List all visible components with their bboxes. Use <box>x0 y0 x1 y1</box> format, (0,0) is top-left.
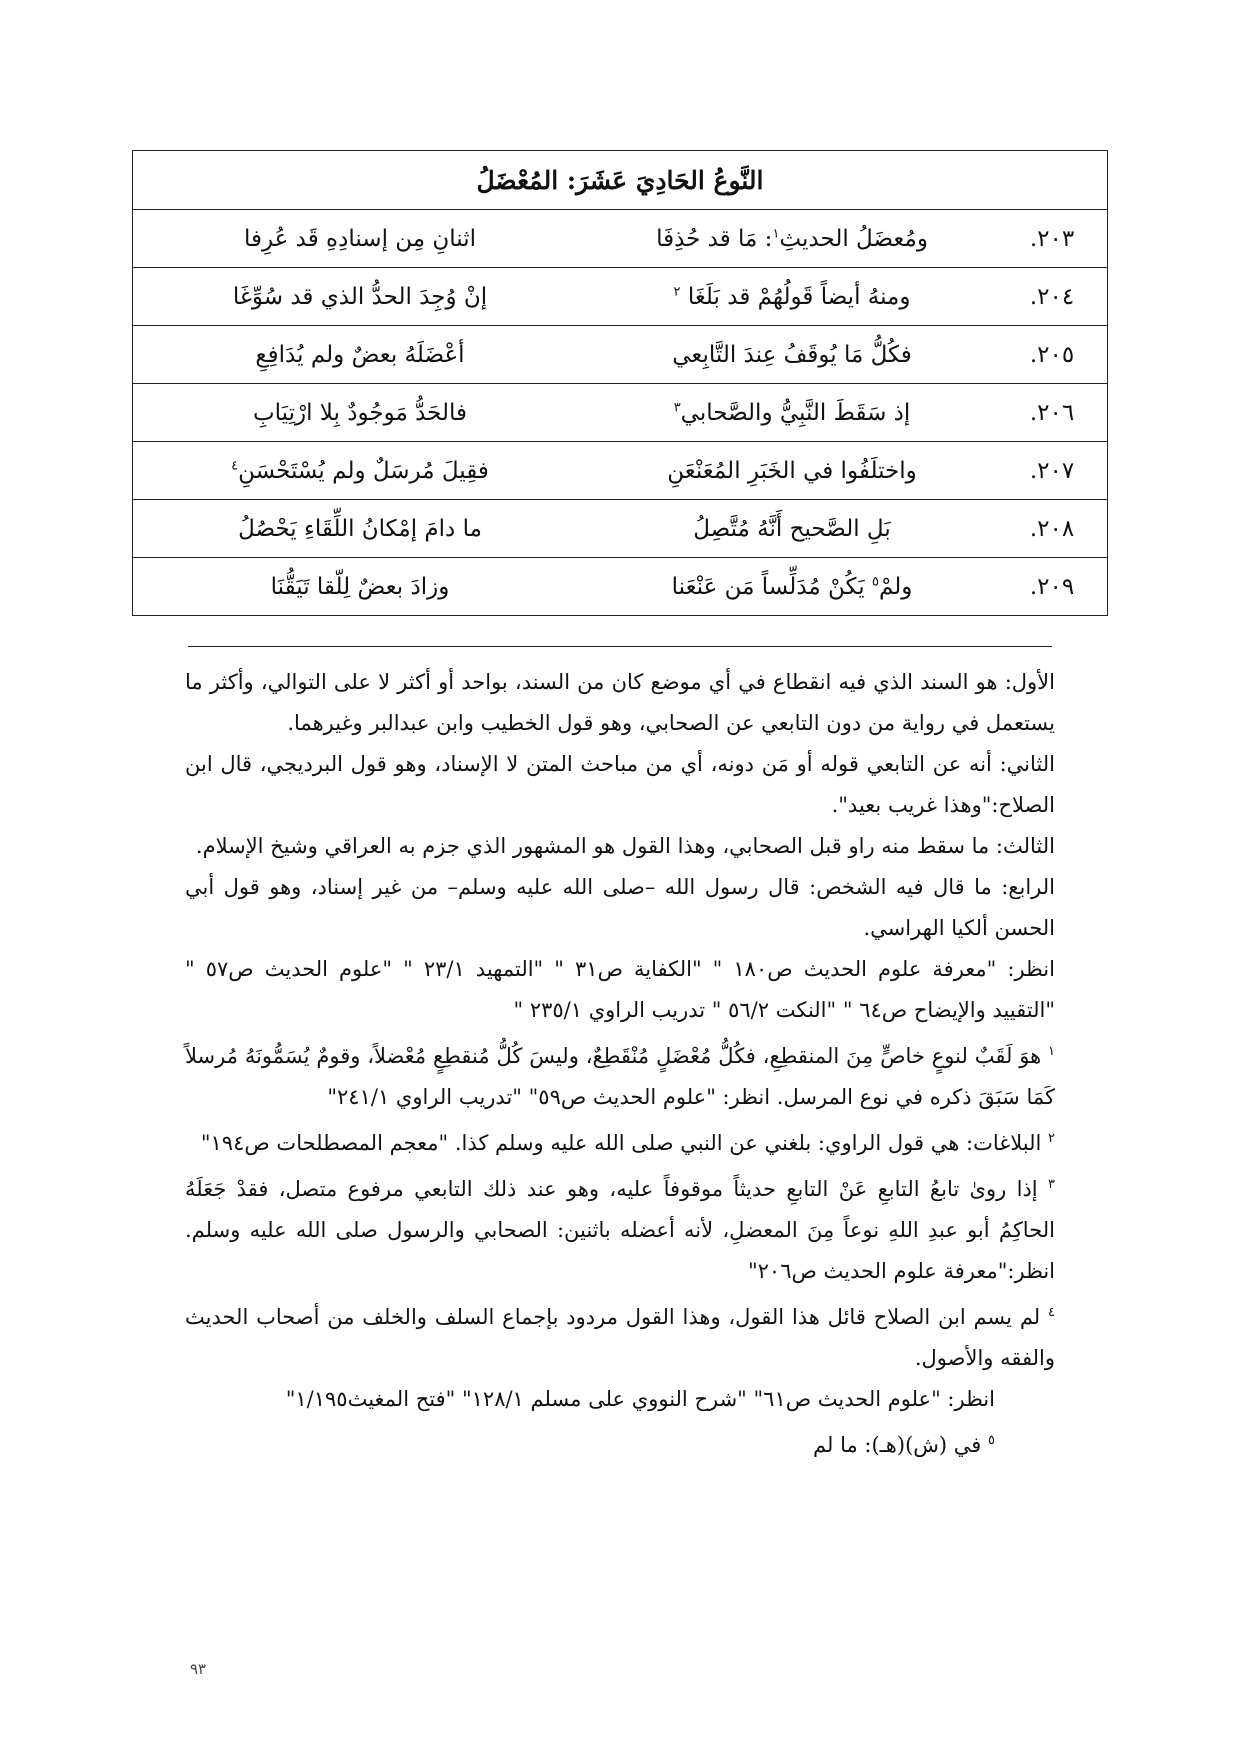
footnote-2: $^٢$ البلاغات: هي قول الراوي: بلغني عن النبي صلى الله عليه وسلم كذا. "معجم المصطلحات ص١٩٤" <box>200 1131 1055 1155</box>
verse-number: ٢٠٣. <box>997 210 1108 268</box>
verse-number: ٢٠٥. <box>997 326 1108 384</box>
second-hemistich: وزادَ بعضٌ لِلّقا تَيَقُّنَا <box>133 558 588 616</box>
verse-row <box>133 326 1108 384</box>
second-hemistich: أعْضَلَهُ بعضٌ ولم يُدَافِعِ <box>133 326 588 384</box>
second-hemistich: ما دامَ إمْكانُ اللِّقَاءِ يَحْصُلُ <box>133 500 588 558</box>
footnote-separator <box>188 646 1052 647</box>
first-hemistich: ومُعضَلُ الحديثِ$^١$: مَا قد حُذِفَا <box>587 210 997 268</box>
footnote-marker: ١ <box>772 225 780 241</box>
chapter-title: النَّوعُ الحَادِيَ عَشَرَ: المُعْضَلُ <box>133 151 1108 210</box>
poem-table <box>132 150 1108 616</box>
footnote-marker: ٤ <box>231 457 239 473</box>
first-hemistich: ومنهُ أيضاً قَولُهُمْ قد بَلَغَا $^٢$ <box>587 268 997 326</box>
verse-number: ٢٠٩. <box>997 558 1108 616</box>
verse-row <box>133 210 1108 268</box>
first-hemistich: بَلِ الصَّحيح أَنَّهُ مُتَّصِلُ <box>587 500 997 558</box>
first-hemistich: واختلَفُوا في الخَبَرِ المُعَنْعَنِ <box>587 442 997 500</box>
verse-row <box>133 442 1108 500</box>
footnote-marker: ٣ <box>673 399 681 415</box>
page-number: ٩٣ <box>190 1660 207 1678</box>
note-paragraph: الأول: هو السند الذي فيه انقطاع في أي موضع كان من السند، بواحد أو أكثر لا على التوالي، وأكثر ما يستعمل في رواية من دون التابعي عن الصحابي، وهو قول الخطيب وابن عبدالبر وغيرهما. <box>185 670 1055 735</box>
note-paragraph: الثالث: ما سقط منه راو قبل الصحابي، وهذا القول هو المشهور الذي جزم به العراقي وشيخ الإسلام. <box>195 834 1055 858</box>
footnote-5: $^٥$ في (ش)(هـ): ما لم <box>813 1433 995 1457</box>
verse-row <box>133 268 1108 326</box>
note-paragraph: الرابع: ما قال فيه الشخص: قال رسول الله –صلى الله عليه وسلم– من غير إسناد، وهو قول أبي الحسن ألكيا الهراسي. <box>185 875 1055 940</box>
footnote-4: $^٤$ لم يسم ابن الصلاح قائل هذا القول، وهذا القول مردود بإجماع السلف والخلف من أصحاب الحديث والفقه والأصول. <box>185 1305 1055 1370</box>
footnote-marker: ٢ <box>673 283 681 299</box>
footnote-marker: ٥ <box>871 573 879 589</box>
first-hemistich: ولمْ$^٥$ يَكُنْ مُدَلِّساً مَن عَنْعَنا <box>587 558 997 616</box>
verse-row <box>133 500 1108 558</box>
verse-number: ٢٠٦. <box>997 384 1108 442</box>
verse-number: ٢٠٨. <box>997 500 1108 558</box>
verse-row <box>133 558 1108 616</box>
verse-row <box>133 384 1108 442</box>
second-hemistich: إنْ وُجِدَ الحدُّ الذي قد سُوِّغَا <box>133 268 588 326</box>
footnote-3: $^٣$ إذا روىٰ تابعُ التابعِ عَنْ التابعِ حديثاً موقوفاً عليه، وهو عند ذلك التابعي مرفوع متصل، فقدْ جَعَلَهُ الحاكِمُ أبو عبدِ اللهِ نوعاً مِنَ المعضلِ، لأنه أعضله باثنين: الصحابي والرسول صلى الله عليه وسلم. انظر:"معرفة علوم الحديث ص٢٠٦" <box>185 1177 1055 1283</box>
verse-number: ٢٠٧. <box>997 442 1108 500</box>
footnote-4-reference: انظر: "علوم الحديث ص٦١" "شرح النووي على مسلم ١٢٨/١" "فتح المغيث١/١٩٥" <box>285 1387 995 1411</box>
verse-number: ٢٠٤. <box>997 268 1108 326</box>
first-hemistich: فكُلُّ مَا يُوقَفُ عِندَ التَّابِعي <box>587 326 997 384</box>
second-hemistich: فالحَدُّ مَوجُودٌ بِلا ارْتِيَابِ <box>133 384 588 442</box>
footnotes <box>185 662 1055 1466</box>
note-paragraph: الثاني: أنه عن التابعي قوله أو مَن دونه، أي من مباحث المتن لا الإسناد، وهو قول البرديجي، قال ابن الصلاح:"وهذا غريب بعيد". <box>185 752 1055 817</box>
second-hemistich: فقِيلَ مُرسَلٌ ولم يُسْتَحْسَنِ$^٤$ <box>133 442 588 500</box>
footnote-1: $^١$ هوَ لَقَبٌ لنوعٍ خاصٍّ مِنَ المنقطِعِ، فكُلُّ مُعْضَلٍ مُنْقَطِعٌ، وليسَ كُلُّ مُنقطِعٍ مُعْضلاً، وقومٌ يُسَمُّونَهُ مُرسلاً كَمَا سَبَقَ ذكره في نوع المرسل. انظر: "علوم الحديث ص٥٩" "تدريب الراوي ٢٤١/١" <box>185 1044 1055 1109</box>
first-hemistich: إذ سَقَطَ النَّبِيُّ والصَّحابي$^٣$ <box>587 384 997 442</box>
second-hemistich: اثنانِ مِن إسنادِهِ قَد عُرِفا <box>133 210 588 268</box>
note-reference: انظر: "معرفة علوم الحديث ص١٨٠ " "الكفاية ص٣١ " "التمهيد ٢٣/١ " "علوم الحديث ص٥٧ " "التقييد والإيضاح ص٦٤ " "النكت ٥٦/٢ " تدريب الراوي ٢٣٥/١ " <box>185 957 1055 1022</box>
